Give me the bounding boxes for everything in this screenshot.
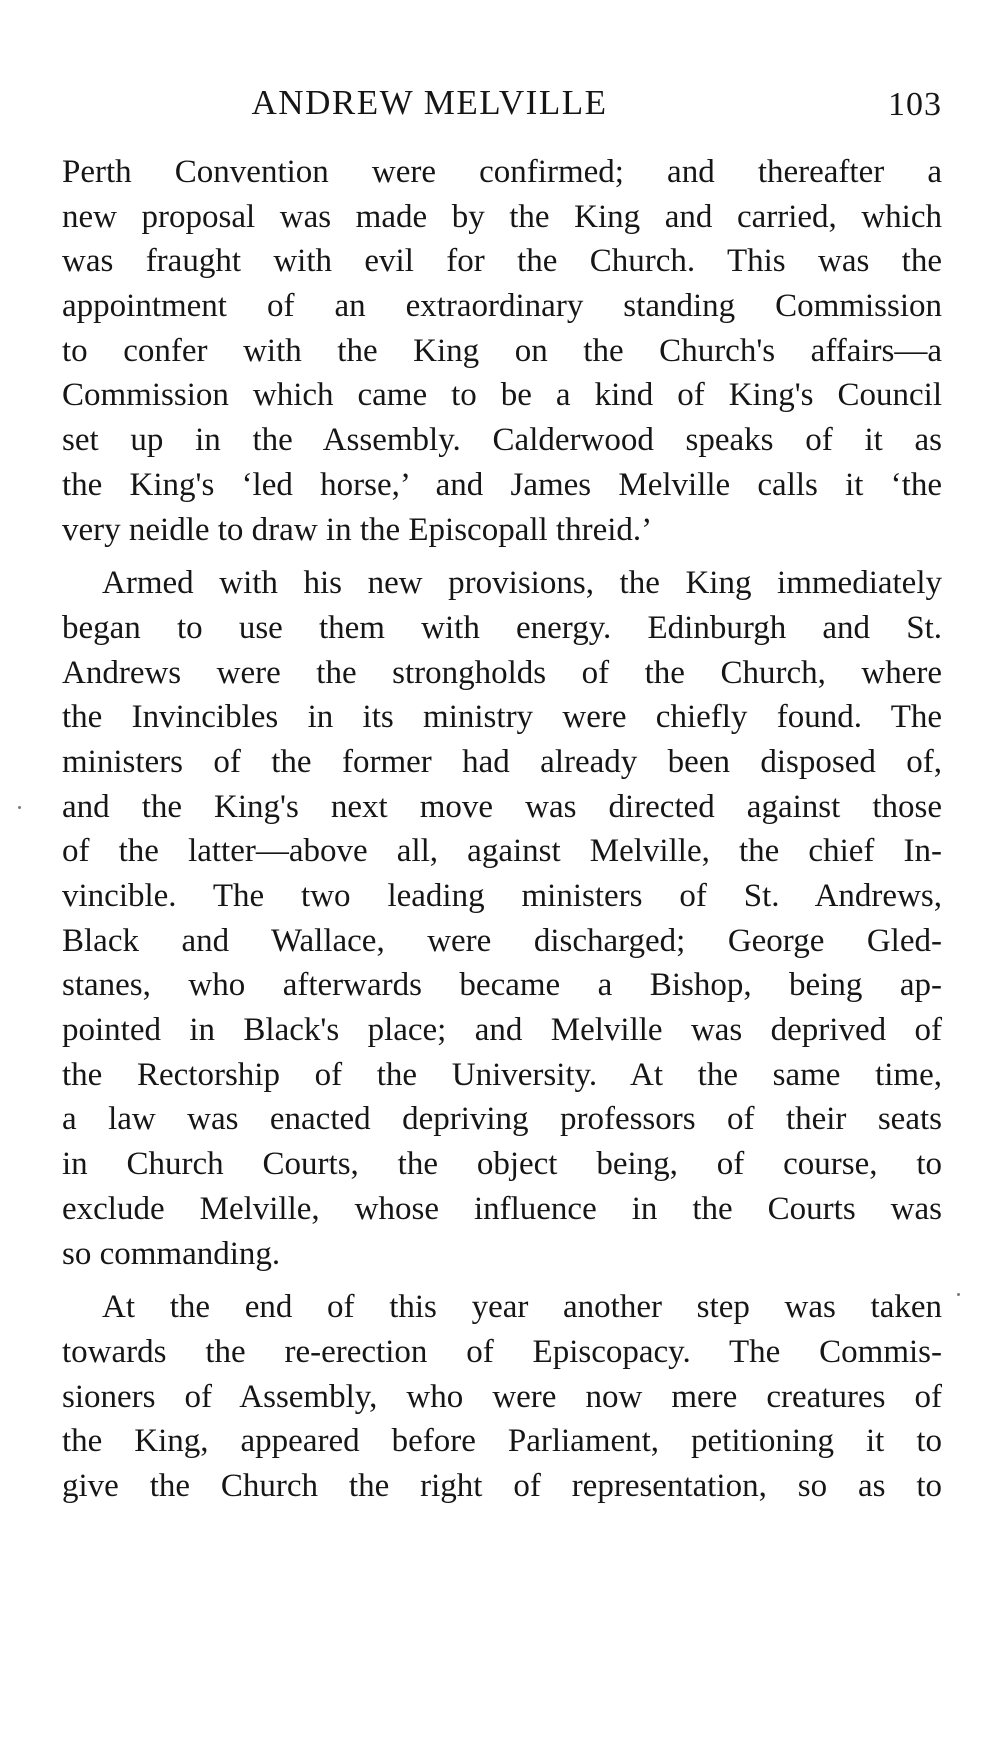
text-line: in Church Courts, the object being, of course, to (62, 1146, 942, 1183)
print-speck (18, 806, 21, 809)
page-number: 103 (888, 86, 942, 123)
body-text (62, 150, 942, 1509)
text-line: exclude Melville, whose influence in the Courts was (62, 1190, 942, 1227)
paragraph-gap (62, 552, 942, 561)
text-line: pointed in Black's place; and Melville was deprived of (62, 1012, 942, 1049)
text-line: towards the re-erection of Episcopacy. The Commis- (62, 1333, 942, 1370)
text-line: the King, appeared before Parliament, petitioning it to (62, 1423, 942, 1460)
text-line: Commission which came to be a kind of King's Council (62, 377, 942, 414)
text-line: Andrews were the strongholds of the Church, where (62, 654, 942, 691)
running-title: ANDREW MELVILLE (251, 83, 608, 122)
paragraph-3 (62, 1285, 942, 1508)
text-line: Perth Convention were confirmed; and thereafter a (62, 154, 942, 190)
text-line: Armed with his new provisions, the King immediately (102, 565, 942, 602)
text-line: new proposal was made by the King and carried, which (62, 198, 942, 235)
text-line: the Invincibles in its ministry were chiefly found. The (62, 699, 942, 736)
running-head (62, 78, 942, 128)
text-line: set up in the Assembly. Calderwood speaks of it as (62, 422, 942, 459)
print-speck (957, 1293, 960, 1296)
paragraph-gap (62, 1276, 942, 1285)
text-line: a law was enacted depriving professors of their seats (62, 1101, 942, 1138)
text-line: of the latter—above all, against Melville, the chief In- (62, 833, 942, 870)
text-line: vincible. The two leading ministers of St. Andrews, (62, 878, 942, 914)
paragraph-1 (62, 150, 942, 552)
text-line: Black and Wallace, were discharged; George Gled- (62, 922, 942, 959)
text-line: sioners of Assembly, who were now mere creatures of (62, 1378, 942, 1415)
text-line: so commanding. (62, 1235, 281, 1272)
text-line: the Rectorship of the University. At the same time, (62, 1056, 942, 1093)
text-line: very neidle to draw in the Episcopall threid.’ (62, 511, 653, 548)
text-line: and the King's next move was directed against those (62, 788, 942, 825)
text-line: the King's ‘led horse,’ and James Melville calls it ‘the (62, 466, 942, 503)
text-line: appointment of an extraordinary standing Commission (62, 288, 942, 325)
text-line: ministers of the former had already been disposed of, (62, 743, 942, 780)
text-line: stanes, who afterwards became a Bishop, being ap- (62, 967, 942, 1004)
text-line: At the end of this year another step was taken (102, 1289, 942, 1326)
paragraph-2 (62, 561, 942, 1276)
text-line: give the Church the right of representation, so as to (62, 1467, 942, 1504)
text-line: was fraught with evil for the Church. This was the (62, 243, 942, 280)
text-line: to confer with the King on the Church's affairs—a (62, 332, 942, 369)
text-line: began to use them with energy. Edinburgh and St. (62, 609, 942, 646)
